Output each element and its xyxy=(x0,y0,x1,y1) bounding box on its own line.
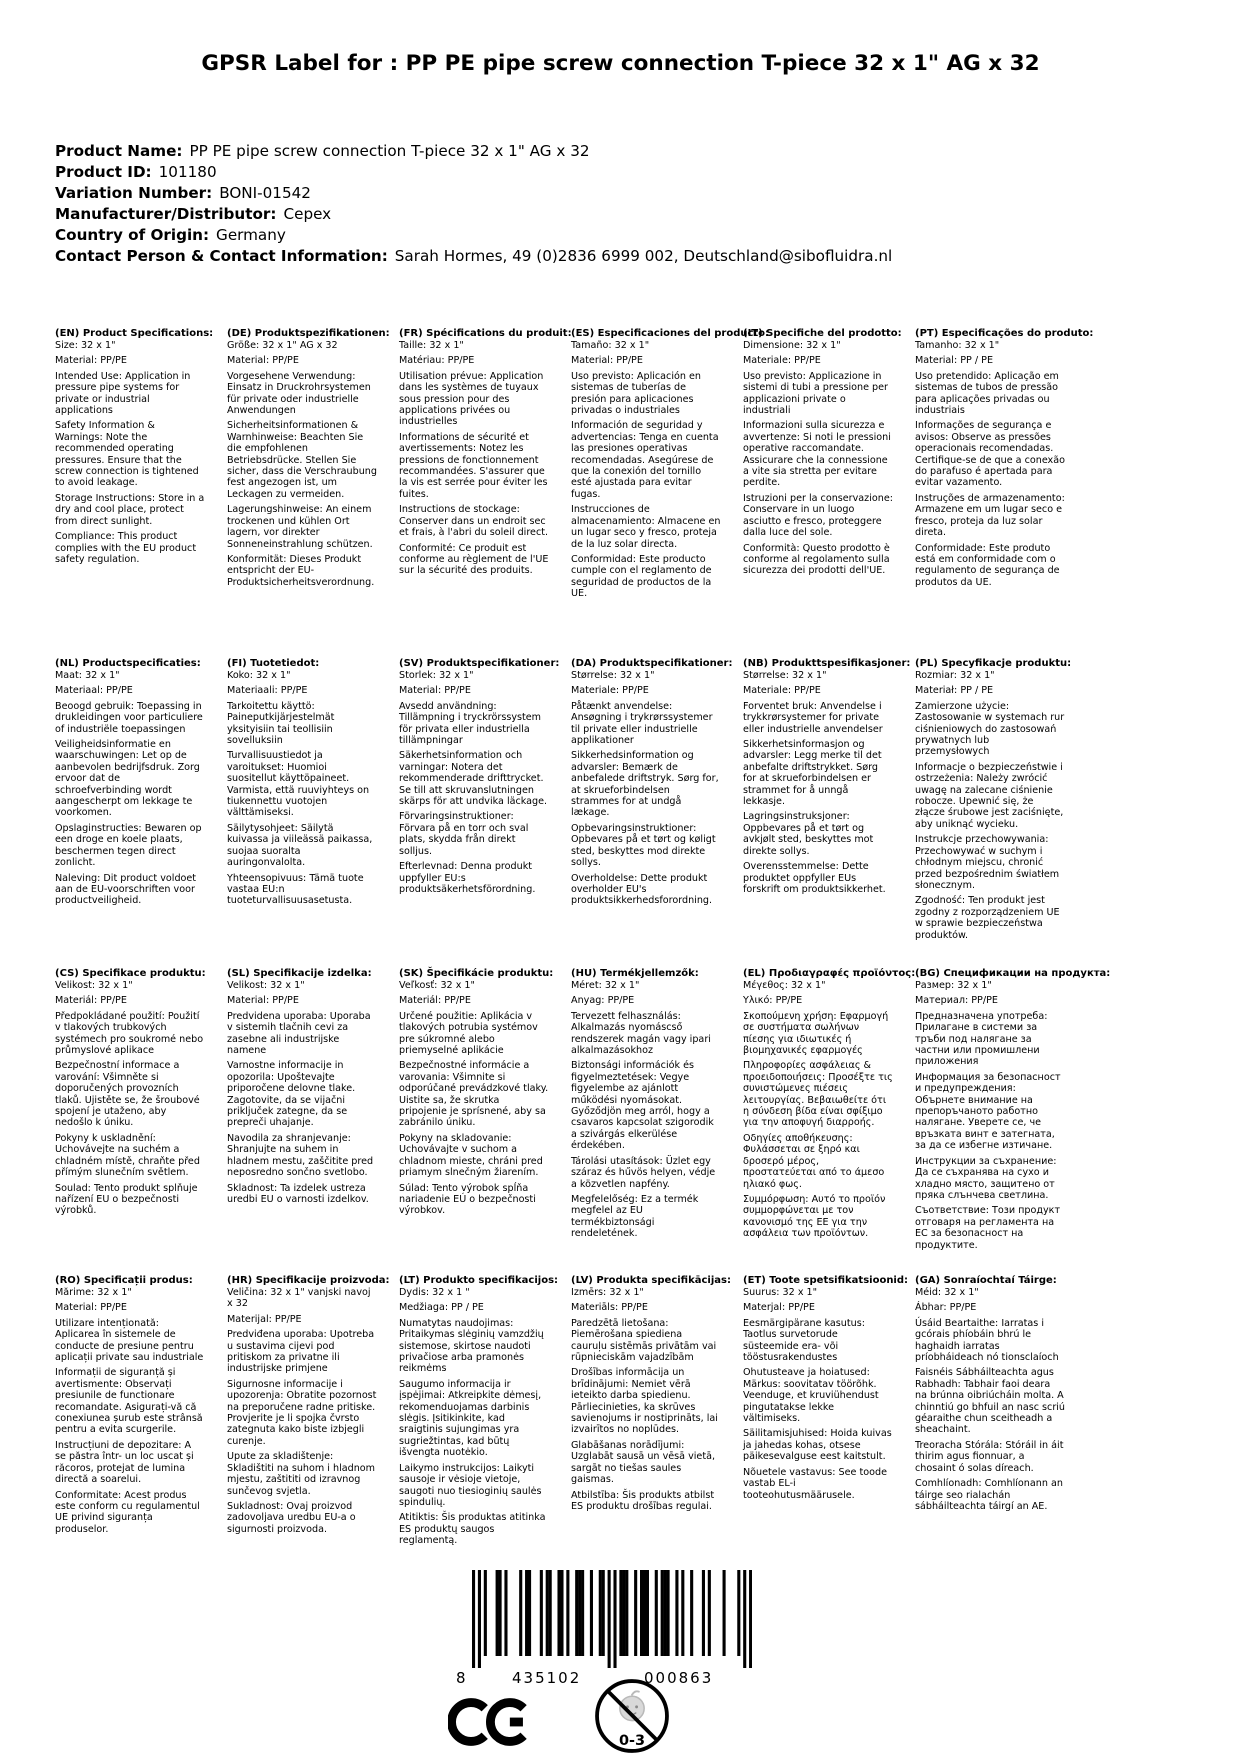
spec-paragraph: Intended Use: Application in pressure pipe systems for private or industrial applications xyxy=(55,370,191,417)
ean13-barcode xyxy=(472,1570,752,1668)
spec-paragraph: Tarkoitettu käyttö: Paineputkijärjestelmät yksityisiin tai teollisiin sovelluksiin xyxy=(227,700,335,747)
language-spec-block-sl xyxy=(227,968,377,1275)
spec-paragraph: Materiál: PP/PE xyxy=(55,995,127,1007)
product-info-row xyxy=(55,225,892,246)
spec-paragraph: Velikost: 32 x 1" xyxy=(55,980,133,991)
spec-paragraph: Informations de sécurité et avertissements: Notez les pressions de fonctionnement recommandées. S'assurer que la vis est serrée pour éviter les fuites. xyxy=(399,431,548,500)
spec-paragraph: Størrelse: 32 x 1" xyxy=(571,670,655,681)
language-spec-block-nb xyxy=(743,658,911,968)
spec-paragraph: Istruzioni per la conservazione: Conservare in un luogo asciutto e fresco, proteggere dalla luce del sole. xyxy=(743,492,893,539)
spec-paragraph: Utilisation prévue: Application dans les systèmes de tuyaux sous pression pour des applications privées ou industrielles xyxy=(399,370,544,428)
language-spec-block-el xyxy=(743,968,916,1275)
spec-paragraph: Yhteensopivuus: Tämä tuote vastaa EU:n tuoteturvallisuusasetusta. xyxy=(227,872,364,907)
language-spec-block-da xyxy=(571,658,733,968)
spec-paragraph: Предназначена употреба: Прилагане в системи за тръби под налягане за частни или промишлени приложения xyxy=(915,1010,1048,1068)
language-spec-block-de xyxy=(227,328,390,658)
spec-paragraph: Suurus: 32 x 1" xyxy=(743,1287,818,1298)
spec-paragraph: Συμμόρφωση: Αυτό το προϊόν συμμορφώνεται με τον κανονισμό της ΕΕ για την ασφάλεια των προϊόντων. xyxy=(743,1193,886,1240)
product-info-row xyxy=(55,204,892,225)
spec-paragraph: Size: 32 x 1" xyxy=(55,340,116,351)
language-spec-block-lv xyxy=(571,1275,731,1551)
spec-paragraph: Safety Information & Warnings: Note the recommended operating pressures. Ensure that the screw connection is tightened to avoid leakage. xyxy=(55,420,199,489)
product-info-section xyxy=(55,141,892,267)
spec-paragraph: Numatytas naudojimas: Pritaikymas slėginių vamzdžių sistemose, skirtose naudoti privačiose arba pramonės reikmėms xyxy=(399,1317,544,1375)
spec-paragraph: Informazioni sulla sicurezza e avvertenze: Si noti le pressioni operative raccomandate. Assicurare che la connessione a vite sia stretta per evitare perdite. xyxy=(743,420,891,489)
spec-paragraph: Pokyny k uskladnění: Uchovávejte na suchém a chladném místě, chraňte před přímým slunečním světlem. xyxy=(55,1132,200,1179)
spec-paragraph: Conformitate: Acest produs este conform cu regulamentul UE privind siguranța produselor. xyxy=(55,1489,200,1535)
spec-paragraph: Méid: 32 x 1" xyxy=(915,1287,979,1298)
spec-paragraph: Matériau: PP/PE xyxy=(399,355,475,367)
language-spec-header: (CS) Specifikace produktu: xyxy=(55,968,206,979)
language-spec-header: (EN) Product Specifications: xyxy=(55,328,214,339)
spec-paragraph: Sigurnosne informacije i upozorenja: Obratite pozornost na preporučene radne pritiske. Provjerite je li spojka čvrsto zategnuta kako biste izbjegli curenje. xyxy=(227,1378,377,1447)
spec-paragraph: Υλικό: PP/PE xyxy=(743,995,803,1007)
language-spec-header: (DE) Produktspezifikationen: xyxy=(227,328,390,339)
spec-paragraph: Uso previsto: Aplicación en sistemas de tuberías de presión para aplicaciones privadas o industriales xyxy=(571,370,701,417)
product-info-value: 101180 xyxy=(158,163,217,181)
spec-paragraph: Informații de siguranță și avertismente: Observați presiunile de functionare recomandate. Asigurați-vă că conexiunea șurub este strânsă pentru a evita scurgerile. xyxy=(55,1367,203,1436)
language-spec-header: (FR) Spécifications du produit: xyxy=(399,328,572,339)
age-warning-label: 0-3 xyxy=(618,1732,646,1749)
language-spec-block-es xyxy=(571,328,770,658)
spec-paragraph: Opbevaringsinstruktioner: Opbevares på et tørt og køligt sted, beskyttes mod direkte sollys. xyxy=(571,822,716,869)
spec-paragraph: Materiál: PP/PE xyxy=(399,995,471,1007)
spec-paragraph: Izmērs: 32 x 1" xyxy=(571,1287,644,1298)
spec-paragraph: Sicherheitsinformationen & Warnhinweise: Beachten Sie die empfohlenen Betriebsdrücke. Stellen Sie sicher, dass die Verschraubung fest angezogen ist, um Leckagen zu vermeiden. xyxy=(227,420,377,500)
product-info-label: Country of Origin: xyxy=(55,226,210,244)
language-spec-block-nl xyxy=(55,658,205,968)
spec-paragraph: Σκοπούμενη χρήση: Εφαρμογή σε συστήματα σωλήνων πίεσης για ιδιωτικές ή βιομηχανικές εφαρμογές xyxy=(743,1010,889,1057)
spec-paragraph: Informacje o bezpieczeństwie i ostrzeżenia: Należy zwrócić uwagę na zalecane ciśnienie robocze. Upewnić się, że złącze śrubowe jest zaciśnięte, aby uniknąć wycieku. xyxy=(915,761,1064,830)
barcode-digit-group: 000863 xyxy=(644,1669,714,1687)
language-spec-block-fi xyxy=(227,658,377,968)
language-spec-block-bg xyxy=(915,968,1111,1275)
spec-paragraph: Ábhar: PP/PE xyxy=(915,1302,977,1314)
spec-paragraph: Velikost: 32 x 1" xyxy=(227,980,305,991)
spec-paragraph: Uso previsto: Applicazione in sistemi di tubi a pressione per applicazioni private o industriali xyxy=(743,370,888,417)
spec-paragraph: Conformité: Ce produit est conforme au règlement de l'UE sur la sécurité des produits. xyxy=(399,542,549,577)
spec-paragraph: Varnostne informacije in opozorila: Upoštevajte priporočene delovne tlake. Zagotovite, da se vijačni priključek zategne, da se prepreči uhajanje. xyxy=(227,1060,356,1129)
language-spec-header: (ET) Toote spetsifikatsioonid: xyxy=(743,1275,909,1286)
spec-paragraph: Conformidad: Este producto cumple con el reglamento de seguridad de productos de la UE. xyxy=(571,553,712,600)
language-spec-block-lt xyxy=(399,1275,559,1551)
spec-paragraph: Säkerhetsinformation och varningar: Notera det rekommenderade drifttrycket. Se till att skruvanslutningen skärps för att undvika läckage. xyxy=(399,750,548,808)
language-spec-header: (PT) Especificações do produto: xyxy=(915,328,1094,339)
age-warning-0-3-icon xyxy=(594,1678,670,1754)
language-spec-header: (SL) Specifikacije izdelka: xyxy=(227,968,372,979)
spec-paragraph: Veiligheidsinformatie en waarschuwingen: Let op de aanbevolen bedrijfsdruk. Zorg ervoor dat de schroefverbinding wordt aangescherpt om lekkage te voorkomen. xyxy=(55,739,200,819)
spec-paragraph: Materiale: PP/PE xyxy=(743,685,821,697)
spec-paragraph: Rozmiar: 32 x 1" xyxy=(915,670,995,681)
spec-paragraph: Skladnost: Ta izdelek ustreza uredbi EU o varnosti izdelkov. xyxy=(227,1182,369,1205)
spec-paragraph: Soulad: Tento produkt splňuje nařízení EU o bezpečnosti výrobků. xyxy=(55,1182,198,1217)
spec-paragraph: Инструкции за съхранение: Да се съхранява на сухо и хладно място, защитено от пряка слънчева светлина. xyxy=(915,1155,1057,1201)
product-info-value: Sarah Hormes, 49 (0)2836 6999 002, Deutschland@sibofluidra.nl xyxy=(394,247,893,265)
spec-paragraph: Información de seguridad y advertencias: Tenga en cuenta las presiones operativas recomendadas. Asegúrese de que la conexión del tornillo esté ajustada para evitar fugas. xyxy=(571,420,719,500)
spec-paragraph: Beoogd gebruik: Toepassing in drukleidingen voor particuliere of industriële toepassingen xyxy=(55,700,203,735)
spec-paragraph: Predviđena uporaba: Upotreba u sustavima cijevi pod pritiskom za privatne ili industrijske primjene xyxy=(227,1329,375,1375)
spec-paragraph: Material: PP/PE xyxy=(399,685,471,697)
spec-paragraph: Saugumo informacija ir įspėjimai: Atkreipkite dėmesį, rekomenduojamas darbinis slėgis. Įsitikinkite, kad sraigtinis sujungimas yra sugriežtintas, kad būtų išvengta nuotėkio. xyxy=(399,1378,542,1459)
language-spec-header: (LV) Produkta specifikācijas: xyxy=(571,1275,731,1286)
spec-paragraph: Instructions de stockage: Conserver dans un endroit sec et frais, à l'abri du soleil direct. xyxy=(399,504,549,539)
spec-paragraph: Efterlevnad: Denna produkt uppfyller EU:s produktsäkerhetsförordning. xyxy=(399,861,536,895)
language-spec-header: (HR) Specifikacije proizvoda: xyxy=(227,1275,390,1286)
language-spec-header: (LT) Produkto specifikacijos: xyxy=(399,1275,559,1286)
spec-paragraph: Materiaali: PP/PE xyxy=(227,685,308,697)
language-spec-block-hu xyxy=(571,968,721,1275)
spec-paragraph: Taille: 32 x 1" xyxy=(399,340,464,351)
language-spec-header: (EL) Προδιαγραφές προϊόντος: xyxy=(743,968,916,979)
spec-paragraph: Информация за безопасност и предупреждения: Обърнете внимание на препоръчаното работно налягане. Уверете се, че връзката винт е затегната, за да се избегне изтичане. xyxy=(915,1071,1061,1152)
product-info-row xyxy=(55,183,892,204)
language-spec-header: (PL) Specyfikacje produktu: xyxy=(915,658,1072,669)
language-spec-block-ga xyxy=(915,1275,1065,1551)
spec-paragraph: Materjal: PP/PE xyxy=(743,1302,815,1314)
spec-paragraph: Nõuetele vastavus: See toode vastab EL-i tooteohutusmäärusele. xyxy=(743,1466,887,1501)
spec-paragraph: Anyag: PP/PE xyxy=(571,995,635,1007)
spec-paragraph: Utilizare intenționată: Aplicarea în sistemele de conducte de presiune pentru aplicații private sau industriale xyxy=(55,1317,204,1364)
language-spec-block-fr xyxy=(399,328,572,658)
product-info-row xyxy=(55,141,892,162)
spec-paragraph: Overensstemmelse: Dette produktet oppfyller EUs forskrift om produktsikkerhet. xyxy=(743,861,886,895)
spec-paragraph: Upute za skladištenje: Skladištiti na suhom i hladnom mjestu, zaštititi od izravnog sunčevog svjetla. xyxy=(227,1451,376,1497)
product-info-row xyxy=(55,246,892,267)
spec-paragraph: Οδηγίες αποθήκευσης: Φυλάσσεται σε ξηρό και δροσερό μέρος, προστατεύεται από το άμεσο ηλιακό φως. xyxy=(743,1132,885,1190)
spec-paragraph: Sikkerhedsinformation og advarsler: Bemærk de anbefalede driftstryk. Sørg for, at skrueforbindelsen strammes for at undgå lækage. xyxy=(571,750,719,819)
spec-paragraph: Material: PP/PE xyxy=(227,355,299,367)
product-info-value: PP PE pipe screw connection T-piece 32 x 1" AG x 32 xyxy=(189,142,590,160)
language-spec-header: (RO) Specificații produs: xyxy=(55,1275,193,1286)
spec-paragraph: Materiale: PP/PE xyxy=(743,355,821,367)
spec-paragraph: Megfelelőség: Ez a termék megfelel az EU termékbiztonsági rendeletének. xyxy=(571,1193,699,1240)
product-info-value: Cepex xyxy=(283,205,332,223)
spec-paragraph: Méret: 32 x 1" xyxy=(571,980,640,991)
spec-paragraph: Tervezett felhasználás: Alkalmazás nyomáscső rendszerek magán vagy ipari alkalmazásokhoz xyxy=(571,1010,711,1057)
spec-paragraph: Turvallisuustiedot ja varoitukset: Huomioi suositellut käyttöpaineet. Varmista, että ruuviyhteys on tiukennettu vuotojen välttämiseksi. xyxy=(227,750,370,819)
spec-paragraph: Conformidade: Este produto está em conformidade com o regulamento de segurança de produtos da UE. xyxy=(915,542,1060,588)
spec-paragraph: Laikymo instrukcijos: Laikyti sausoje ir vėsioje vietoje, saugoti nuo tiesioginių saulės spindulių. xyxy=(399,1462,542,1508)
spec-paragraph: Bezpečnostné informácie a varovania: Všimnite si odporúčané prevádzkové tlaky. Uistite sa, že skrutka pripojenie je sprísnené, aby sa zabránilo úniku. xyxy=(399,1060,549,1129)
language-spec-block-hr xyxy=(227,1275,390,1551)
spec-paragraph: Koko: 32 x 1" xyxy=(227,670,291,681)
spec-paragraph: Sukladnost: Ovaj proizvod zadovoljava uredbu EU-a o sigurnosti proizvoda. xyxy=(227,1500,356,1535)
language-spec-header: (GA) Sonraíochtaí Táirge: xyxy=(915,1275,1057,1286)
spec-paragraph: Informações de segurança e avisos: Observe as pressões operacionais recomendadas. Certifique-se de que a conexão do parafuso é apertada para evitar vazamento. xyxy=(915,420,1065,489)
spec-paragraph: Navodila za shranjevanje: Shranjujte na suhem in hladnem mestu, zaščitite pred neposredno sončno svetlobo. xyxy=(227,1132,374,1179)
product-info-value: BONI-01542 xyxy=(219,184,311,202)
spec-paragraph: Sikkerhetsinformasjon og advarsler: Legg merke til det anbefalte driftstrykket. Sørg for at skrueforbindelsen er strammet for å unngå lekkasje. xyxy=(743,739,882,808)
spec-paragraph: Compliance: This product complies with the EU product safety regulation. xyxy=(55,531,197,565)
product-info-label: Product Name: xyxy=(55,142,183,160)
spec-paragraph: Opslaginstructies: Bewaren op een droge en koele plaats, beschermen tegen direct zonlicht. xyxy=(55,822,202,869)
spec-paragraph: Instrucțiuni de depozitare: A se păstra într- un loc uscat și răcoros, protejat de lumina directă a soarelui. xyxy=(55,1439,194,1486)
spec-paragraph: Veľkosť: 32 x 1" xyxy=(399,980,475,991)
spec-paragraph: Materiāls: PP/PE xyxy=(571,1302,648,1314)
spec-paragraph: Conformità: Questo prodotto è conforme al regolamento sulla sicurezza dei prodotti dell'UE. xyxy=(743,542,890,577)
product-info-row xyxy=(55,162,892,183)
spec-paragraph: Ohutusteave ja hoiatused: Märkus: soovitatav töörõhk. Veenduge, et kruviühendust pingutatakse lekke vältimiseks. xyxy=(743,1367,879,1425)
spec-paragraph: Material: PP / PE xyxy=(915,355,994,367)
barcode-digit-group: 8 xyxy=(456,1669,466,1687)
spec-paragraph: Størrelse: 32 x 1" xyxy=(743,670,827,681)
product-info-label: Contact Person & Contact Information: xyxy=(55,247,388,265)
language-spec-block-en xyxy=(55,328,214,658)
spec-paragraph: Faisnéis Sábháilteachta agus Rabhadh: Tabhair faoi deara na brúnna oibriúcháin molta. A chinntiú go bhfuil an nasc scriú géaraithe chun sceitheadh a sheachaint. xyxy=(915,1367,1066,1436)
spec-paragraph: Veličina: 32 x 1" vanjski navoj x 32 xyxy=(227,1287,371,1310)
spec-paragraph: Materiale: PP/PE xyxy=(571,685,649,697)
language-spec-block-sv xyxy=(399,658,560,968)
language-specs-grid xyxy=(55,328,1111,1551)
spec-paragraph: Zgodność: Ten produkt jest zgodny z rozporządzeniem UE w sprawie bezpieczeństwa produktów. xyxy=(915,895,1060,941)
language-spec-block-et xyxy=(743,1275,909,1551)
spec-paragraph: Material: PP/PE xyxy=(55,355,127,367)
language-spec-header: (HU) Termékjellemzők: xyxy=(571,968,699,979)
spec-paragraph: Předpokládané použití: Použití v tlakových trubkových systémech pro soukromé nebo průmyslové aplikace xyxy=(55,1010,204,1057)
product-info-label: Variation Number: xyxy=(55,184,213,202)
product-info-label: Manufacturer/Distributor: xyxy=(55,205,277,223)
spec-paragraph: Lagerungshinweise: An einem trockenen und kühlen Ort lagern, vor direkter Sonneneinstrahlung schützen. xyxy=(227,504,373,550)
spec-paragraph: Materiaal: PP/PE xyxy=(55,685,133,697)
spec-paragraph: Súlad: Tento výrobok spĺňa nariadenie EÚ o bezpečnosti výrobkov. xyxy=(399,1182,536,1217)
spec-paragraph: Atitiktis: Šis produktas atitinka ES produktų saugos reglamentą. xyxy=(399,1512,546,1547)
spec-paragraph: Comhlíonadh: Comhlíonann an táirge seo rialachán sábháilteachta táirgí an AE. xyxy=(915,1478,1063,1512)
spec-paragraph: Säilitamisjuhised: Hoida kuivas ja jahedas kohas, otsese päikesevalguse eest kaitstult. xyxy=(743,1428,892,1463)
spec-paragraph: Påtænkt anvendelse: Ansøgning i trykrørssystemer til private eller industrielle applikationer xyxy=(571,700,713,747)
spec-paragraph: Materiał: PP / PE xyxy=(915,685,994,697)
spec-paragraph: Säilytysohjeet: Säilytä kuivassa ja viileässä paikassa, suojaa suoralta auringonvalolta. xyxy=(227,822,373,869)
spec-paragraph: Mărime: 32 x 1" xyxy=(55,1287,132,1298)
spec-paragraph: Úsáid Beartaithe: Iarratas i gcórais phíobáin bhrú le haghaidh iarratas príobháideach nó tionsclaíoch xyxy=(915,1317,1059,1364)
spec-paragraph: Storlek: 32 x 1" xyxy=(399,670,474,681)
product-info-label: Product ID: xyxy=(55,163,152,181)
spec-paragraph: Tárolási utasítások: Üzlet egy száraz és hűvös helyen, védje a közvetlen napfény. xyxy=(571,1155,716,1190)
language-spec-header: (NB) Produkttspesifikasjoner: xyxy=(743,658,911,669)
spec-paragraph: Förvaringsinstruktioner: Förvara på en torr och sval plats, skydda från direkt solljus. xyxy=(399,811,529,857)
barcode-area xyxy=(456,1570,752,1687)
spec-paragraph: Drošības informācija un brīdinājumi: Nemiet vērā ieteikto darba spiedienu. Pārliecinieties, ka skrūves savienojums ir nostiprināts, lai izvairītos no noplūdes. xyxy=(571,1367,718,1436)
spec-paragraph: Bezpečnostní informace a varování: Všimněte si doporučených provozních tlaků. Ujistěte se, že šroubové spojení je utaženo, aby nedošlo k úniku. xyxy=(55,1060,200,1129)
spec-paragraph: Materijal: PP/PE xyxy=(227,1313,302,1325)
language-spec-header: (IT) Specifiche del prodotto: xyxy=(743,328,902,339)
spec-paragraph: Biztonsági információk és figyelmeztetések: Vegye figyelembe az ajánlott működési nyomásokat. Győződjön meg arról, hogy a csavaros kapcsolat szigorodik a szivárgás elkerülése érdekében. xyxy=(571,1060,714,1152)
spec-paragraph: Maat: 32 x 1" xyxy=(55,670,120,681)
spec-paragraph: Atbilstība: Šis produkts atbilst ES produktu drošības regulai. xyxy=(571,1489,715,1512)
language-spec-block-cs xyxy=(55,968,205,1275)
spec-paragraph: Paredzētā lietošana: Piemērošana spiediena cauruļu sistēmās privātām vai rūpnieciskām vajadzībām xyxy=(571,1317,717,1364)
spec-paragraph: Material: PP/PE xyxy=(227,995,299,1007)
spec-paragraph: Съответствие: Този продукт отговаря на регламента на ЕС за безопасност на продуктите. xyxy=(915,1205,1061,1251)
page-title: GPSR Label for : PP PE pipe screw connection T-piece 32 x 1" AG x 32 xyxy=(201,51,1040,76)
spec-paragraph: Instrucciones de almacenamiento: Almacene en un lugar seco y fresco, proteja de la luz solar directa. xyxy=(571,504,721,550)
spec-paragraph: Größe: 32 x 1" AG x 32 xyxy=(227,340,338,351)
spec-paragraph: Forventet bruk: Anvendelse i trykkrørsystemer for private eller industrielle anvendelser xyxy=(743,700,883,735)
language-spec-header: (SK) Špecifikácie produktu: xyxy=(399,968,554,979)
spec-paragraph: Určené použitie: Aplikácia v tlakových potrubia systémov pre súkromné alebo priemyselné aplikácie xyxy=(399,1010,538,1057)
spec-paragraph: Material: PP/PE xyxy=(55,1302,127,1314)
spec-paragraph: Материал: PP/PE xyxy=(915,995,998,1007)
spec-paragraph: Tamaño: 32 x 1" xyxy=(571,340,650,351)
language-spec-block-it xyxy=(743,328,902,658)
language-spec-block-sk xyxy=(399,968,554,1275)
language-spec-header: (SV) Produktspecifikationer: xyxy=(399,658,560,669)
language-spec-block-pt xyxy=(915,328,1094,658)
spec-paragraph: Treoracha Stórála: Stóráil in áit thirim agus fionnuar, a chosaint ó solas díreach. xyxy=(915,1439,1064,1474)
spec-paragraph: Размер: 32 x 1" xyxy=(915,980,992,991)
spec-paragraph: Instruções de armazenamento: Armazene em um lugar seco e fresco, proteja da luz solar direta. xyxy=(915,492,1065,539)
spec-paragraph: Dydis: 32 x 1 " xyxy=(399,1287,470,1298)
spec-paragraph: Avsedd användning: Tillämpning i tryckrörssystem för privata eller industriella tillämpningar xyxy=(399,700,541,747)
language-spec-header: (NL) Productspecificaties: xyxy=(55,658,201,669)
spec-paragraph: Konformität: Dieses Produkt entspricht der EU-Produktsicherheitsverordnung. xyxy=(227,553,375,588)
language-spec-header: (ES) Especificaciones del producto: xyxy=(571,328,770,339)
spec-paragraph: Tamanho: 32 x 1" xyxy=(915,340,1000,351)
spec-paragraph: Storage Instructions: Store in a dry and cool place, protect from direct sunlight. xyxy=(55,492,205,527)
spec-paragraph: Overholdelse: Dette produkt overholder EU's produktsikkerhedsforordning. xyxy=(571,872,713,907)
spec-paragraph: Vorgesehene Verwendung: Einsatz in Druckrohrsystemen für private oder industrielle Anwendungen xyxy=(227,370,371,417)
spec-paragraph: Predvidena uporaba: Uporaba v sistemih tlačnih cevi za zasebne ali industrijske namene xyxy=(227,1010,371,1057)
language-spec-header: (BG) Спецификации на продукта: xyxy=(915,968,1111,979)
spec-paragraph: Instrukcje przechowywania: Przechowywać w suchym i chłodnym miejscu, chronić przed bezpośrednim światłem słonecznym. xyxy=(915,834,1060,891)
language-spec-block-pl xyxy=(915,658,1072,968)
language-spec-header: (FI) Tuotetiedot: xyxy=(227,658,320,669)
product-info-value: Germany xyxy=(216,226,286,244)
spec-paragraph: Medžiaga: PP / PE xyxy=(399,1302,484,1314)
barcode-digit-group: 435102 xyxy=(512,1669,582,1687)
spec-paragraph: Pokyny na skladovanie: Uchovávajte v suchom a chladnom mieste, chráni pred priamym slnečným žiarením. xyxy=(399,1132,543,1179)
spec-paragraph: Naleving: Dit product voldoet aan de EU-voorschriften voor productveiligheid. xyxy=(55,872,197,907)
language-spec-header: (DA) Produktspecifikationer: xyxy=(571,658,733,669)
spec-paragraph: Zamierzone użycie: Zastosowanie w systemach rur ciśnieniowych do zastosowań prywatnych lub przemysłowych xyxy=(915,700,1065,758)
ce-mark-icon xyxy=(448,1694,530,1750)
spec-paragraph: Dimensione: 32 x 1" xyxy=(743,340,841,351)
spec-paragraph: Uso pretendido: Aplicação em sistemas de tubos de pressão para aplicações privadas ou industriais xyxy=(915,370,1059,417)
spec-paragraph: Material: PP/PE xyxy=(571,355,643,367)
spec-paragraph: Μέγεθος: 32 x 1" xyxy=(743,980,826,991)
spec-paragraph: Glabāšanas norādījumi: Uzglabāt sausā un vēsā vietā, sargāt no tiešas saules gaismas. xyxy=(571,1439,716,1486)
spec-paragraph: Eesmärgipärane kasutus: Taotlus survetorude süsteemide era- või tööstusrakendustes xyxy=(743,1317,865,1364)
spec-paragraph: Lagringsinstruksjoner: Oppbevares på et tørt og avkjølt sted, beskyttes mot direkte sollys. xyxy=(743,811,874,857)
language-spec-block-ro xyxy=(55,1275,205,1551)
spec-paragraph: Πληροφορίες ασφάλειας & προειδοποιήσεις: Προσέξτε τις συνιστώμενες πιέσεις λειτουργίας. Βεβαιωθείτε ότι η σύνδεση βίδα είναι σφίξιμο για την αποφυγή διαρροής. xyxy=(743,1060,893,1129)
